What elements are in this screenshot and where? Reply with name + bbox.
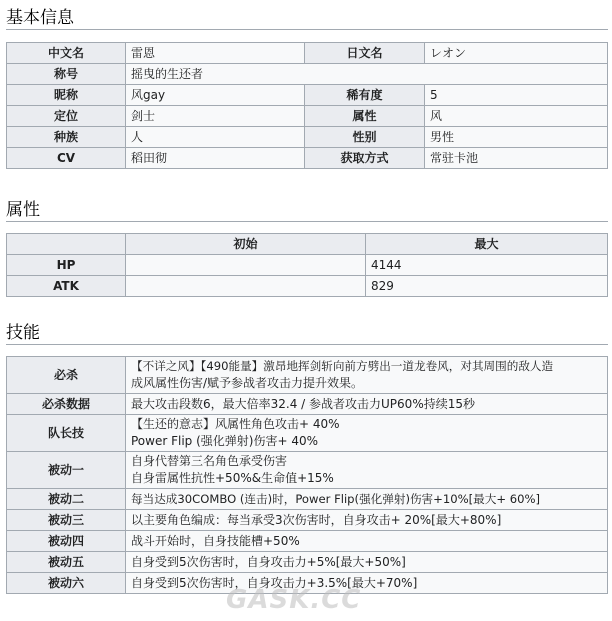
table-row bbox=[7, 127, 608, 148]
label-rarity: 稀有度 bbox=[305, 85, 425, 106]
header-max: 最大 bbox=[366, 234, 608, 255]
table-row bbox=[7, 452, 608, 489]
skill-passive-4-label: 被动四 bbox=[7, 531, 126, 552]
stat-atk-label: ATK bbox=[7, 276, 126, 297]
value-japanese-name: レオン bbox=[425, 43, 608, 64]
table-row bbox=[7, 489, 608, 510]
skill-passive-2-label: 被动二 bbox=[7, 489, 126, 510]
stat-atk-max: 829 bbox=[366, 276, 608, 297]
label-japanese-name: 日文名 bbox=[305, 43, 425, 64]
skill-line: 【不详之风】【490能量】激昂地挥剑斩向前方劈出一道龙卷风，对其周围的敌人造 bbox=[131, 359, 554, 373]
skill-line: 最大攻击段数6，最大倍率32.4 / 参战者攻击力UP60%持续15秒 bbox=[131, 396, 475, 411]
section-divider bbox=[6, 344, 608, 345]
table-row bbox=[7, 106, 608, 127]
section-divider bbox=[6, 221, 608, 222]
table-row bbox=[7, 357, 608, 394]
value-obtain-method: 常驻卡池 bbox=[425, 148, 608, 169]
skill-passive-1-label: 被动一 bbox=[7, 452, 126, 489]
label-title: 称号 bbox=[7, 64, 126, 85]
table-row bbox=[7, 255, 608, 276]
table-row bbox=[7, 43, 608, 64]
table-row bbox=[7, 64, 608, 85]
section-title-basic-info: 基本信息 bbox=[6, 8, 74, 28]
stat-atk-initial bbox=[126, 276, 366, 297]
skill-line: 【生还的意志】风属性角色攻击+ 40% bbox=[131, 417, 340, 431]
skill-line: 自身代替第三名角色承受伤害 bbox=[131, 454, 288, 468]
section-divider bbox=[6, 29, 608, 30]
skill-line: 自身雷属性抗性+50%&生命值+15% bbox=[131, 471, 334, 485]
basic-info-table bbox=[6, 42, 608, 169]
table-row bbox=[7, 394, 608, 415]
skill-line: Power Flip (强化弹射)伤害+ 40% bbox=[131, 434, 319, 448]
skill-ultimate-data-label: 必杀数据 bbox=[7, 394, 126, 415]
value-race: 人 bbox=[126, 127, 305, 148]
skills-table bbox=[6, 356, 608, 594]
label-nickname: 昵称 bbox=[7, 85, 126, 106]
table-row bbox=[7, 531, 608, 552]
stat-hp-initial bbox=[126, 255, 366, 276]
header-empty bbox=[7, 234, 126, 255]
skill-line: 自身受到5次伤害时，自身攻击力+3.5%[最大+70%] bbox=[131, 575, 418, 590]
table-header-row bbox=[7, 234, 608, 255]
label-race: 种族 bbox=[7, 127, 126, 148]
skill-passive-5-label: 被动五 bbox=[7, 552, 126, 573]
skill-passive-5-desc bbox=[126, 552, 608, 573]
table-row bbox=[7, 552, 608, 573]
value-title: 摇曳的生还者 bbox=[126, 64, 608, 85]
label-role: 定位 bbox=[7, 106, 126, 127]
skill-passive-3-label: 被动三 bbox=[7, 510, 126, 531]
skill-passive-6-label: 被动六 bbox=[7, 573, 126, 594]
section-title-skills: 技能 bbox=[6, 323, 40, 343]
label-obtain-method: 获取方式 bbox=[305, 148, 425, 169]
header-initial: 初始 bbox=[126, 234, 366, 255]
skill-line: 每当达成30COMBO (连击)时，Power Flip(强化弹射)伤害+10%[最大+ 60%] bbox=[131, 491, 541, 506]
value-role: 剑士 bbox=[126, 106, 305, 127]
value-cv: 稻田彻 bbox=[126, 148, 305, 169]
skill-ultimate-data-desc bbox=[126, 394, 608, 415]
label-element: 属性 bbox=[305, 106, 425, 127]
table-row bbox=[7, 85, 608, 106]
value-gender: 男性 bbox=[425, 127, 608, 148]
skill-ultimate-desc bbox=[126, 357, 608, 394]
skill-line: 自身受到5次伤害时，自身攻击力+5%[最大+50%] bbox=[131, 554, 406, 569]
watermark-logo: GASK.CC bbox=[226, 585, 362, 615]
skill-leader-desc bbox=[126, 415, 608, 452]
skill-passive-2-desc bbox=[126, 489, 608, 510]
label-chinese-name: 中文名 bbox=[7, 43, 126, 64]
skill-line: 战斗开始时，自身技能槽+50% bbox=[131, 533, 300, 548]
value-element: 风 bbox=[425, 106, 608, 127]
value-nickname: 风gay bbox=[126, 85, 305, 106]
table-row bbox=[7, 510, 608, 531]
table-row bbox=[7, 573, 608, 594]
label-gender: 性别 bbox=[305, 127, 425, 148]
section-title-attributes: 属性 bbox=[6, 200, 40, 220]
table-row bbox=[7, 276, 608, 297]
skill-passive-4-desc bbox=[126, 531, 608, 552]
skill-line: 以主要角色编成：每当承受3次伤害时，自身攻击+ 20%[最大+80%] bbox=[131, 512, 502, 527]
stat-hp-label: HP bbox=[7, 255, 126, 276]
value-rarity: 5 bbox=[425, 85, 608, 106]
table-row bbox=[7, 415, 608, 452]
value-chinese-name: 雷恩 bbox=[126, 43, 305, 64]
stats-table bbox=[6, 233, 608, 297]
label-cv: CV bbox=[7, 148, 126, 169]
skill-line: 成风属性伤害/赋予参战者攻击力提升效果。 bbox=[131, 376, 364, 390]
stat-hp-max: 4144 bbox=[366, 255, 608, 276]
skill-passive-6-desc bbox=[126, 573, 608, 594]
skill-ultimate-label: 必杀 bbox=[7, 357, 126, 394]
table-row bbox=[7, 148, 608, 169]
skill-passive-3-desc bbox=[126, 510, 608, 531]
skill-leader-label: 队长技 bbox=[7, 415, 126, 452]
skill-passive-1-desc bbox=[126, 452, 608, 489]
